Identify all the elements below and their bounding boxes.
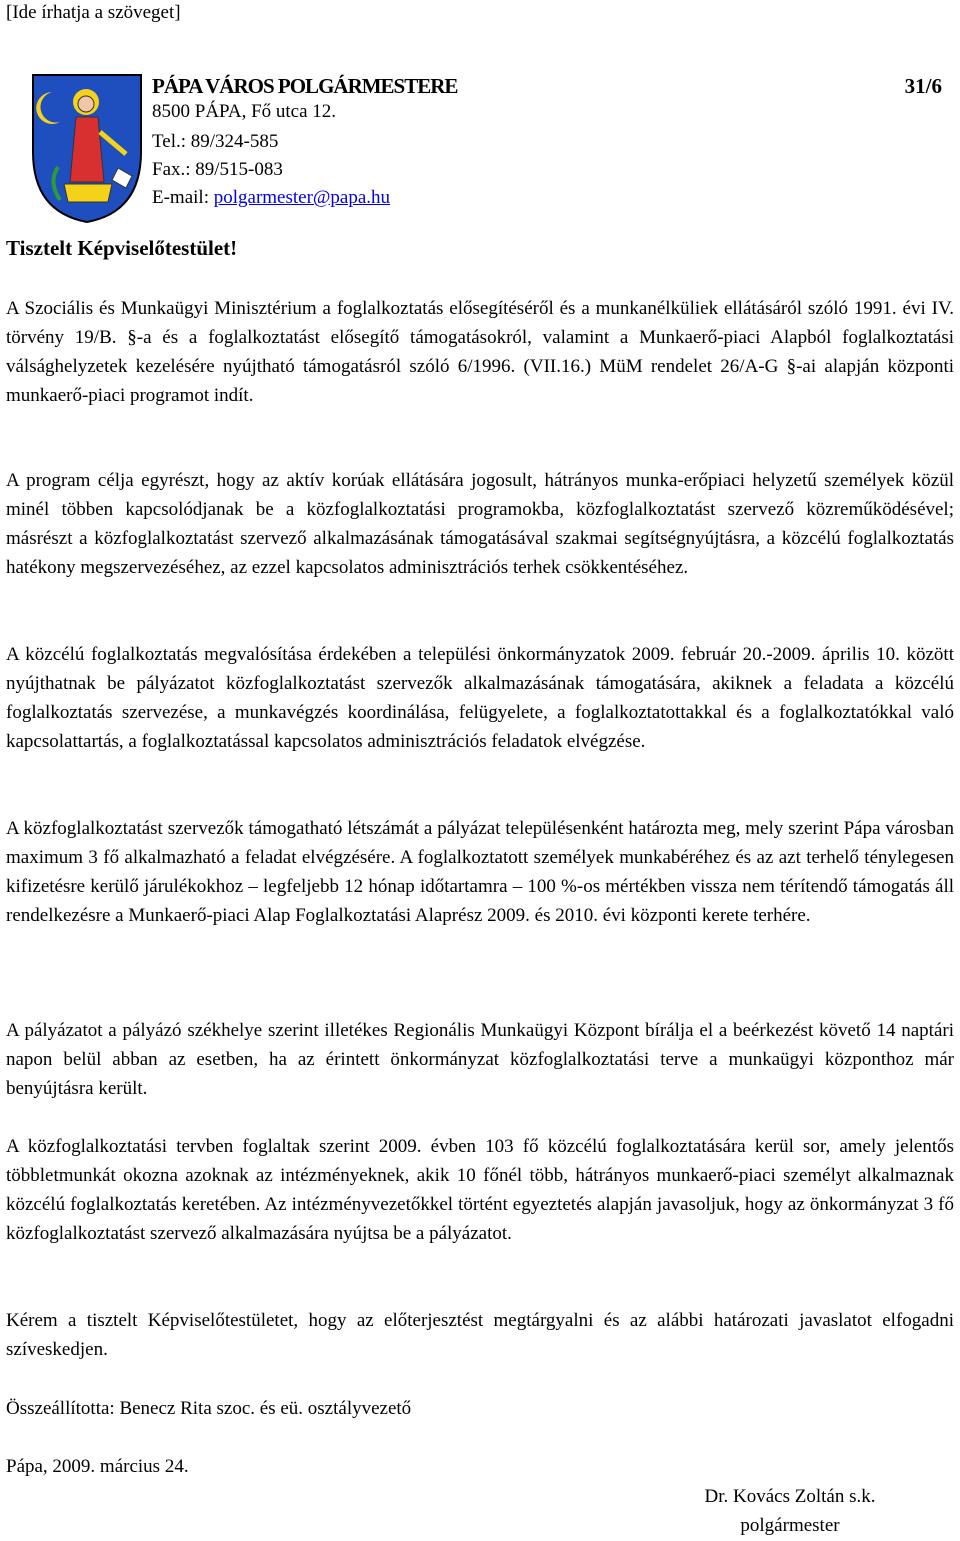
office-title: PÁPA VÁROS POLGÁRMESTERE	[152, 74, 458, 98]
paragraph-1: A Szociális és Munkaügyi Minisztérium a foglalkoztatás elősegítéséről és a munkanélküliek ellátásáról szóló 1991. évi IV. törvény 19/B. §-a és a foglalkoztatást elősegítő támogatásokról, valamint a Munkaerő-piaci Alapból foglalkoztatási válsághelyzetek kezelésére nyújtható támogatásról szóló 6/1996. (VII.16.) MüM rendelet 26/A-G §-ai alapján központi munkaerő-piaci programot indít.	[6, 298, 954, 406]
address: 8500 PÁPA, Fő utca 12.	[152, 101, 337, 122]
document-number: 31/6	[904, 74, 942, 98]
place-date: Pápa, 2009. március 24.	[6, 1456, 189, 1477]
signatory-name: Dr. Kovács Zoltán s.k.	[704, 1486, 876, 1507]
paragraph-5: A pályázatot a pályázó székhelye szerint illetékes Regionális Munkaügyi Központ bírálja el a beérkezést követő 14 naptári napon belül abban az esetben, ha az érintett önkormányzat közfoglalkoztatási terve a munkaügyi központhoz már benyújtásra került.	[6, 1020, 954, 1099]
email-line	[152, 186, 390, 210]
compiled-by: Összeállította: Benecz Rita szoc. és eü. osztályvezető	[6, 1398, 412, 1419]
paragraph-2: A program célja egyrészt, hogy az aktív korúak ellátására jogosult, hátrányos munka-erőpiaci helyzetű személyek közül minél többen kapcsolódjanak be a közfoglalkoztatási programokba, közfoglalkoztatást szervező közreműködésével; másrészt a közfoglalkoztatást szervező alkalmazásának támogatásával szakmai segítségnyújtásra, a közcélú foglalkoztatás hatékony megszervezéséhez, az ezzel kapcsolatos adminisztrációs terhek csökkentéséhez.	[6, 470, 954, 578]
paragraph-4: A közfoglalkoztatást szervezők támogatható létszámát a pályázat településenként határozta meg, mely szerint Pápa városban maximum 3 fő alkalmazható a feladat elvégzésére. A foglalkoztatott személyek munkabéréhez és az azt terhelő ténylegesen kifizetésre kerülő járulékokhoz – legfeljebb 12 hónap időtartamra – 100 %-os mértékben vissza nem térítendő támogatás áll rendelkezésre a Munkaerő-piaci Alap Foglalkoztatási Alaprész 2009. és 2010. évi központi kerete terhére.	[6, 818, 954, 926]
coat-of-arms-icon	[30, 72, 144, 224]
telephone: Tel.: 89/324-585	[152, 131, 279, 152]
paragraph-6: A közfoglalkoztatási tervben foglaltak szerint 2009. évben 103 fő közcélú foglalkoztatására kerül sor, amely jelentős többletmunkát okozna azoknak az intézményeknek, akik 10 főnél több, hátrányos munkaerő-piaci személyt alkalmaznak közcélú foglalkoztatás keretében. Az intézményvezetőkkel történt egyeztetés alapján javasoljuk, hogy az önkormányzat 3 fő közfoglalkoztatást szervező alkalmazására nyújtsa be a pályázatot.	[6, 1136, 954, 1244]
paragraph-7: Kérem a tisztelt Képviselőtestületet, hogy az előterjesztést megtárgyalni és az alábbi határozati javaslatot elfogadni szíveskedjen.	[6, 1310, 954, 1360]
greeting: Tisztelt Képviselőtestület!	[6, 236, 238, 260]
email-link[interactable]: polgarmester@papa.hu	[213, 187, 391, 208]
signature-block	[670, 1482, 910, 1540]
placeholder-text-link: [Ide írhatja a szöveget]	[6, 2, 181, 23]
email-label: E-mail:	[152, 187, 214, 208]
signatory-title: polgármester	[740, 1515, 840, 1536]
paragraph-3: A közcélú foglalkoztatás megvalósítása érdekében a települési önkormányzatok 2009. február 20.-2009. április 10. között nyújthatnak be pályázatot közfoglalkoztatást szervezők alkalmazásának támogatására, akiknek a feladata a közcélú foglalkoztatás szervezése, a munkavégzés koordinálása, felügyelete, a foglalkoztatottakkal és a foglalkoztatókkal való kapcsolattartás, a foglalkoztatással kapcsolatos adminisztrációs feladatok elvégzése.	[6, 644, 954, 752]
fax: Fax.: 89/515-083	[152, 159, 283, 180]
